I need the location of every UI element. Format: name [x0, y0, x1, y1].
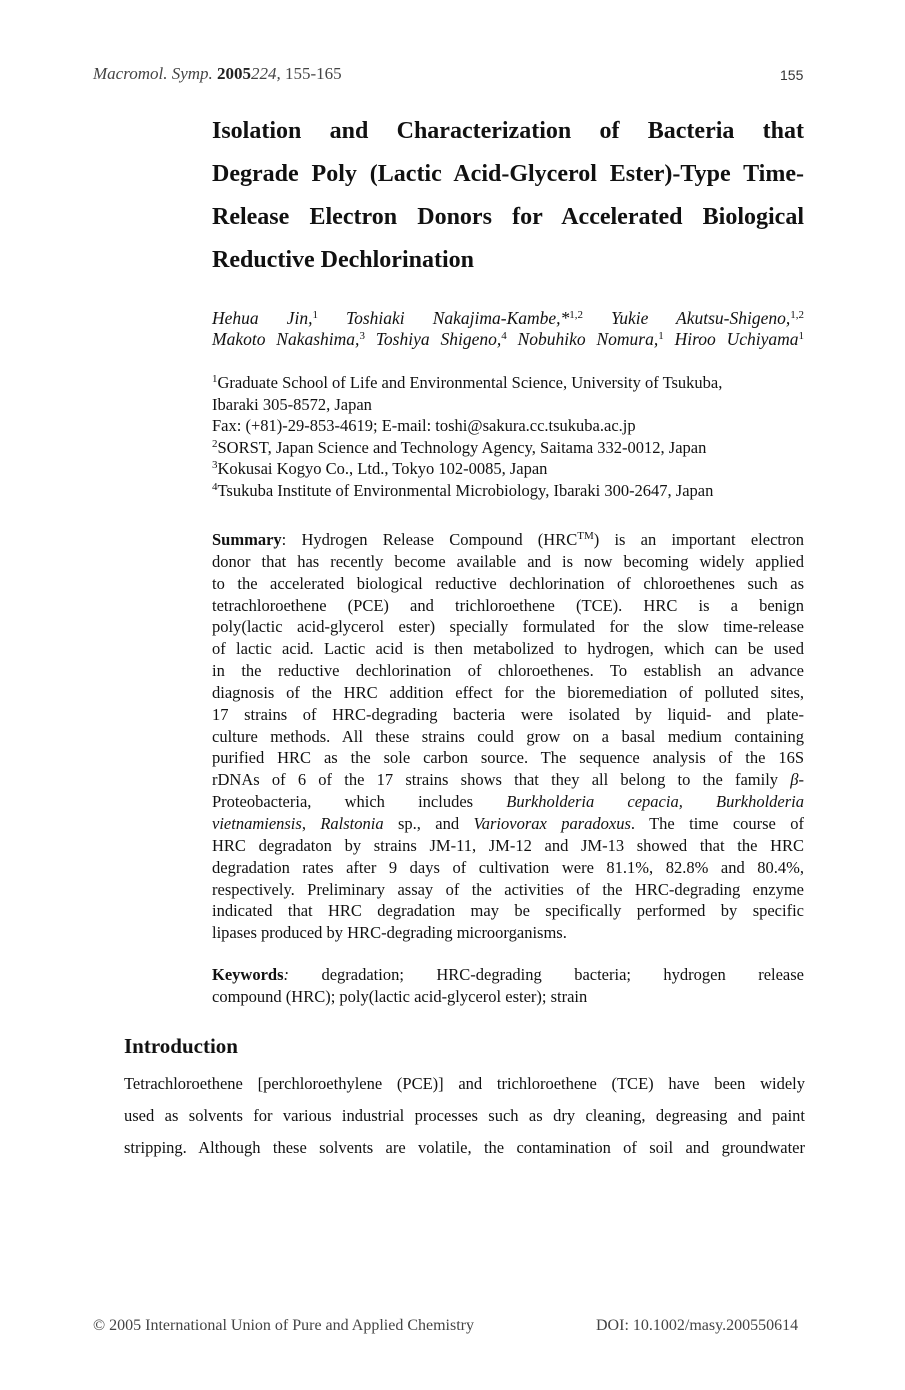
affiliations	[212, 372, 812, 502]
abstract-line: Proteobacteria, which includes Burkholderia cepacia, Burkholderia	[212, 792, 804, 812]
affiliation: $^3$Kokusai Kogyo Co., Ltd., Tokyo 102-0085, Japan	[212, 459, 548, 479]
journal-pages: 155-165	[285, 64, 342, 83]
title-line: Degrade Poly (Lactic Acid-Glycerol Ester)-Type Time-	[212, 161, 804, 187]
title-line: Release Electron Donors for Accelerated Biological	[212, 204, 804, 230]
affiliation-continued: Ibaraki 305-8572, Japan	[212, 394, 372, 414]
abstract-line: diagnosis of the HRC addition effect for the bioremediation of polluted sites,	[212, 682, 804, 702]
author: Hiroo Uchiyama$^1$	[674, 329, 805, 349]
introduction-body	[124, 1068, 805, 1164]
paper-title	[212, 110, 804, 282]
abstract-line: Summary: Hydrogen Release Compound (HRC™) is an important electron	[212, 530, 804, 549]
abstract-line: tetrachloroethene (PCE) and trichloroethene (TCE). HRC is a benign	[212, 595, 804, 615]
abstract-line: respectively. Preliminary assay of the activities of the HRC-degrading enzyme	[212, 879, 804, 899]
author-line	[212, 308, 804, 329]
author: Toshiaki Nakajima-Kambe,*$^{1,2}$	[345, 308, 584, 328]
abstract	[212, 529, 804, 944]
running-header	[93, 64, 342, 84]
body-line: stripping. Although these solvents are volatile, the contamination of soil and groundwater	[124, 1138, 805, 1157]
contact-info: Fax: (+81)-29-853-4619; E-mail: toshi@sakura.cc.tsukuba.ac.jp	[212, 416, 636, 436]
affiliation: $^2$SORST, Japan Science and Technology Agency, Saitama 332-0012, Japan	[212, 437, 707, 457]
author: Nobuhiko Nomura,$^1$	[517, 329, 664, 349]
keywords-label: Keywords	[212, 965, 284, 984]
author-list	[212, 308, 804, 350]
abstract-line: HRC degradaton by strains JM-11, JM-12 and JM-13 showed that the HRC	[212, 835, 804, 855]
abstract-line: to the accelerated biological reductive dechlorination of chloroethenes such as	[212, 573, 804, 593]
author: Yukie Akutsu-Shigeno,$^{1,2}$	[611, 308, 805, 328]
affiliation: $^4$Tsukuba Institute of Environmental Microbiology, Ibaraki 300-2647, Japan	[212, 480, 714, 500]
keywords-line: Keywords: degradation; HRC-degrading bacteria; hydrogen release	[212, 965, 804, 984]
abstract-line: rDNAs of 6 of the 17 strains shows that they all belong to the family β-	[212, 770, 804, 790]
abstract-line: purified HRC as the sole carbon source. The sequence analysis of the 16S	[212, 748, 804, 768]
abstract-line: donor that has recently become available and is now becoming widely applied	[212, 551, 804, 571]
section-heading: Introduction	[124, 1034, 238, 1058]
abstract-line: culture methods. All these strains could grow on a basal medium containing	[212, 726, 804, 746]
body-line: used as solvents for various industrial processes such as dry cleaning, degreasing and paint	[124, 1106, 805, 1125]
author: Hehua Jin,$^1$	[212, 308, 318, 328]
copyright-notice: © 2005 International Union of Pure and Applied Chemistry	[93, 1317, 474, 1334]
doi: DOI: 10.1002/masy.200550614	[596, 1317, 799, 1334]
abstract-line: lipases produced by HRC-degrading microorganisms.	[212, 923, 567, 943]
keywords-line: compound (HRC); poly(lactic acid-glycerol ester); strain	[212, 987, 588, 1006]
abstract-line: 17 strains of HRC-degrading bacteria were isolated by liquid- and plate-	[212, 704, 804, 724]
author: Makoto Nakashima,$^3$	[212, 329, 365, 349]
body-line: Tetrachloroethene [perchloroethylene (PCE)] and trichloroethene (TCE) have been widely	[124, 1074, 805, 1093]
page-number: 155	[780, 67, 804, 83]
author: Toshiya Shigeno,$^4$	[375, 329, 507, 349]
keywords	[212, 964, 804, 1008]
abstract-line: vietnamiensis, Ralstonia sp., and Variovorax paradoxus. The time course of	[212, 813, 805, 833]
affiliation: $^1$Graduate School of Life and Environmental Science, University of Tsukuba,	[212, 373, 723, 392]
title-line: Isolation and Characterization of Bacteria that	[212, 118, 804, 144]
abstract-line: indicated that HRC degradation may be specifically performed by specific	[212, 901, 804, 921]
summary-label: Summary	[212, 530, 282, 549]
title-line: Reductive Dechlorination	[212, 247, 474, 273]
abstract-line: in the reductive dechlorination of chloroethenes. To establish an advance	[212, 661, 804, 681]
journal-name: Macromol. Symp.	[93, 64, 213, 83]
abstract-line: of lactic acid. Lactic acid is then metabolized to hydrogen, which can be used	[212, 639, 804, 659]
abstract-line: poly(lactic acid-glycerol ester) specially formulated for the slow time-release	[212, 617, 804, 637]
abstract-line: degradation rates after 9 days of cultivation were 81.1%, 82.8% and 80.4%,	[212, 857, 804, 877]
journal-year: 2005	[217, 64, 252, 83]
journal-volume: 224,	[251, 64, 281, 83]
author-line	[212, 329, 804, 350]
